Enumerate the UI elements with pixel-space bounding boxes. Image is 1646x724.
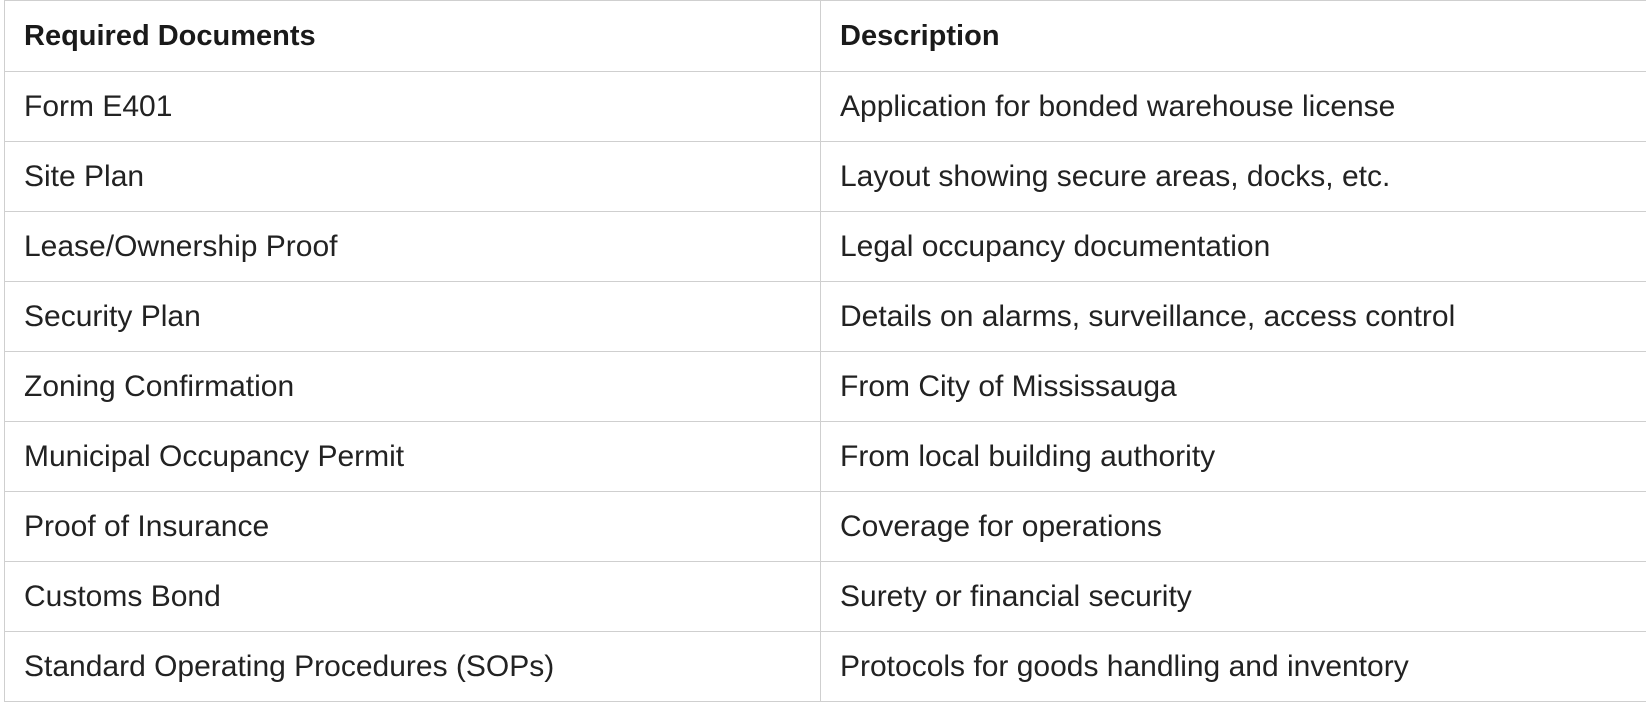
table-row <box>5 422 1646 492</box>
required-documents-table <box>4 0 1646 702</box>
description-cell: Application for bonded warehouse license <box>821 72 1646 142</box>
description-cell: Protocols for goods handling and inventory <box>821 632 1646 702</box>
description-cell: Coverage for operations <box>821 492 1646 562</box>
table-row <box>5 142 1646 212</box>
description-cell: Legal occupancy documentation <box>821 212 1646 282</box>
document-name-cell: Customs Bond <box>5 562 821 632</box>
description-cell: From City of Mississauga <box>821 352 1646 422</box>
table-header <box>5 1 1646 72</box>
table-row <box>5 492 1646 562</box>
table-row <box>5 632 1646 702</box>
table-row <box>5 562 1646 632</box>
header-description: Description <box>821 1 1646 72</box>
table-row <box>5 72 1646 142</box>
document-name-cell: Form E401 <box>5 72 821 142</box>
description-cell: From local building authority <box>821 422 1646 492</box>
document-name-cell: Municipal Occupancy Permit <box>5 422 821 492</box>
document-name-cell: Zoning Confirmation <box>5 352 821 422</box>
table-row <box>5 282 1646 352</box>
description-cell: Layout showing secure areas, docks, etc. <box>821 142 1646 212</box>
header-required-documents: Required Documents <box>5 1 821 72</box>
document-name-cell: Proof of Insurance <box>5 492 821 562</box>
document-name-cell: Site Plan <box>5 142 821 212</box>
header-row <box>5 1 1646 72</box>
description-cell: Details on alarms, surveillance, access control <box>821 282 1646 352</box>
document-name-cell: Security Plan <box>5 282 821 352</box>
table-row <box>5 352 1646 422</box>
table-body <box>5 72 1646 702</box>
document-name-cell: Standard Operating Procedures (SOPs) <box>5 632 821 702</box>
document-name-cell: Lease/Ownership Proof <box>5 212 821 282</box>
table-row <box>5 212 1646 282</box>
description-cell: Surety or financial security <box>821 562 1646 632</box>
